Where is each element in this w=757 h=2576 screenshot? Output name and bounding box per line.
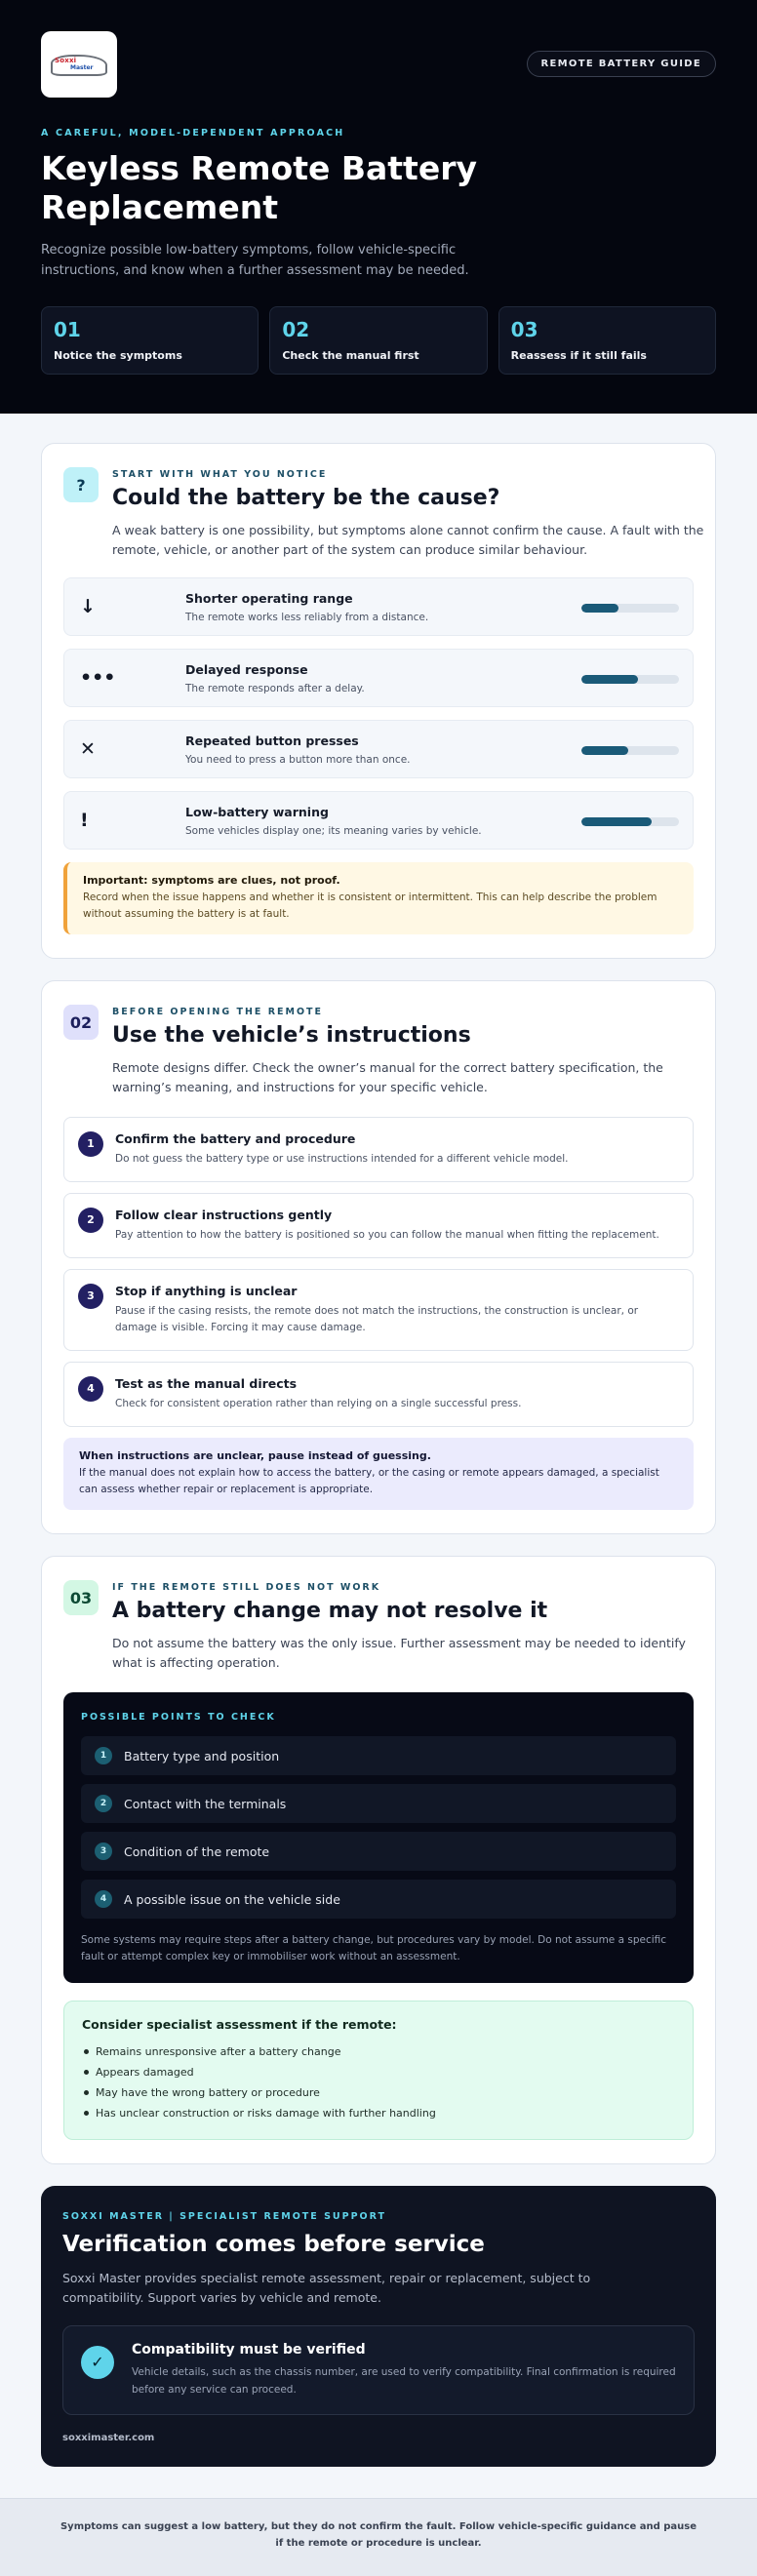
check-number-badge: 3 xyxy=(95,1843,112,1860)
symptom-list xyxy=(63,577,694,850)
symptom-title: Repeated button presses xyxy=(185,733,359,748)
note-text: If the manual does not explain how to access the battery, or the casing or remote appears damaged, a specialist can assess whether repair or replacement is appropriate. xyxy=(79,1467,659,1495)
section-title: Could the battery be the cause? xyxy=(112,486,500,510)
logo-text-bottom: Master xyxy=(70,64,94,71)
check-item xyxy=(81,1832,676,1871)
main-content xyxy=(0,414,757,2467)
guide-pill: REMOTE BATTERY GUIDE xyxy=(527,51,716,77)
specialist-title: Consider specialist assessment if the remote: xyxy=(82,2017,397,2032)
step-text: Pause if the casing resists, the remote does not match the instructions, the construction is unclear, or damage is visible. Forcing it may cause damage. xyxy=(115,1305,639,1333)
hero-subtitle: Recognize possible low-battery symptoms, follow vehicle-specific instructions, and know when a further assessment may be needed. xyxy=(41,243,469,278)
section-eyebrow: IF THE REMOTE STILL DOES NOT WORK xyxy=(112,1582,381,1593)
check-icon: ✓ xyxy=(81,2346,114,2379)
symptom-title: Low-battery warning xyxy=(185,804,329,819)
specialist-list xyxy=(82,2041,675,2123)
symptom-desc: The remote works less reliably from a distance. xyxy=(185,611,429,623)
footer-text: Symptoms can suggest a low battery, but they do not confirm the fault. Follow vehicle-specific guidance and pause if the remote or procedure is unclear. xyxy=(60,2521,697,2549)
instruction-step xyxy=(63,1362,694,1427)
check-item xyxy=(81,1880,676,1919)
section-text: Do not assume the battery was the only issue. Further assessment may be needed to identify what is affecting operation. xyxy=(112,1636,686,1670)
check-eyebrow: POSSIBLE POINTS TO CHECK xyxy=(81,1712,276,1723)
symptom-level-fill xyxy=(581,604,618,613)
step-number-badge: 1 xyxy=(78,1131,103,1157)
check-label: Battery type and position xyxy=(124,1748,280,1764)
instruction-step xyxy=(63,1117,694,1182)
promo-text: Soxxi Master provides specialist remote assessment, repair or replacement, subject to compatibility. Support varies by vehicle and remote. xyxy=(62,2271,591,2305)
promo-card xyxy=(41,2186,716,2467)
symptom-level-fill xyxy=(581,675,638,684)
step-number-badge: 3 xyxy=(78,1284,103,1309)
note-title: When instructions are unclear, pause instead of guessing. xyxy=(79,1449,431,1462)
section-eyebrow: BEFORE OPENING THE REMOTE xyxy=(112,1007,324,1017)
brand-logo[interactable] xyxy=(41,31,117,98)
note-text: Record when the issue happens and whether it is consistent or intermittent. This can help describe the problem without assuming the battery is at fault. xyxy=(83,892,657,920)
hero-step-number: 02 xyxy=(282,318,310,341)
hero-step xyxy=(41,306,259,375)
check-item xyxy=(81,1736,676,1775)
pause-note xyxy=(63,1438,694,1510)
exclamation-icon: ! xyxy=(80,810,89,831)
section-reassess xyxy=(41,1556,716,2164)
cross-icon: ✕ xyxy=(80,738,96,760)
step-number-badge: 4 xyxy=(78,1376,103,1402)
check-number-badge: 4 xyxy=(95,1890,112,1908)
instruction-list xyxy=(63,1117,694,1427)
section-number-badge: 03 xyxy=(63,1580,99,1615)
list-item: Has unclear construction or risks damage with further handling xyxy=(82,2103,675,2123)
check-number-badge: 1 xyxy=(95,1747,112,1764)
arrow-down-icon: ↓ xyxy=(80,596,96,617)
check-item xyxy=(81,1784,676,1823)
hero-step-number: 03 xyxy=(510,318,538,341)
step-title: Follow clear instructions gently xyxy=(115,1208,333,1222)
step-title: Confirm the battery and procedure xyxy=(115,1131,356,1146)
check-footnote: Some systems may require steps after a battery change, but procedures vary by model. Do not assume a specific fault or attempt complex key or immobiliser work without an assessment. xyxy=(81,1934,667,1962)
symptom-level-fill xyxy=(581,746,628,755)
list-item: Appears damaged xyxy=(82,2062,675,2082)
symptom-title: Shorter operating range xyxy=(185,590,353,606)
section-text: Remote designs differ. Check the owner’s manual for the correct battery specification, the warning’s meaning, and instructions for your specific vehicle. xyxy=(112,1060,663,1094)
check-number-badge: 2 xyxy=(95,1795,112,1812)
hero-step-label: Reassess if it still fails xyxy=(510,349,647,362)
list-item: Remains unresponsive after a battery change xyxy=(82,2041,675,2062)
symptom-level-fill xyxy=(581,817,652,826)
verify-box xyxy=(62,2325,695,2415)
section-text: A weak battery is one possibility, but symptoms alone cannot confirm the cause. A fault with the remote, vehicle, or another part of the system can produce similar behaviour. xyxy=(112,523,704,557)
section-title: Use the vehicle’s instructions xyxy=(112,1023,471,1048)
hero-steps xyxy=(41,306,716,375)
ellipsis-icon: ••• xyxy=(80,667,116,689)
verify-text: Vehicle details, such as the chassis number, are used to verify compatibility. Final confirmation is required before any service can proceed. xyxy=(132,2366,676,2396)
symptom-desc: Some vehicles display one; its meaning varies by vehicle. xyxy=(185,824,482,837)
check-label: Condition of the remote xyxy=(124,1843,270,1859)
symptom-level-bar xyxy=(581,746,679,755)
symptom-row xyxy=(63,791,694,850)
section-eyebrow: START WITH WHAT YOU NOTICE xyxy=(112,469,328,480)
symptom-level-bar xyxy=(581,675,679,684)
logo-text-top: Soxxi xyxy=(55,57,77,64)
section-number-badge: 02 xyxy=(63,1005,99,1040)
hero-eyebrow: A CAREFUL, MODEL-DEPENDENT APPROACH xyxy=(41,128,345,139)
promo-eyebrow: SOXXI MASTER | SPECIALIST REMOTE SUPPORT xyxy=(62,2211,386,2222)
step-number-badge: 2 xyxy=(78,1208,103,1233)
check-label: Contact with the terminals xyxy=(124,1796,287,1811)
important-note xyxy=(63,862,694,934)
symptom-title: Delayed response xyxy=(185,661,308,677)
hero-step xyxy=(498,306,716,375)
hero-step xyxy=(269,306,487,375)
note-title: Important: symptoms are clues, not proof. xyxy=(83,874,340,887)
step-text: Pay attention to how the battery is positioned so you can follow the manual when fitting the replacement. xyxy=(115,1229,659,1241)
verify-title: Compatibility must be verified xyxy=(132,2342,366,2358)
step-title: Test as the manual directs xyxy=(115,1376,298,1391)
section-instructions xyxy=(41,980,716,1534)
symptom-desc: You need to press a button more than once. xyxy=(185,753,411,766)
specialist-note xyxy=(63,2001,694,2140)
page-footer xyxy=(0,2498,757,2576)
hero-step-label: Notice the symptoms xyxy=(54,349,182,362)
step-title: Stop if anything is unclear xyxy=(115,1284,298,1298)
hero-step-number: 01 xyxy=(54,318,81,341)
symptom-level-bar xyxy=(581,817,679,826)
page-title: Keyless Remote Battery Replacement xyxy=(41,149,477,226)
instruction-step xyxy=(63,1193,694,1258)
list-item: May have the wrong battery or procedure xyxy=(82,2082,675,2103)
promo-title: Verification comes before service xyxy=(62,2232,485,2257)
step-text: Check for consistent operation rather than relying on a single successful press. xyxy=(115,1398,522,1409)
hero-header xyxy=(0,0,757,414)
check-list xyxy=(81,1736,676,1919)
hero-step-label: Check the manual first xyxy=(282,349,419,362)
check-panel xyxy=(63,1692,694,1983)
section-title: A battery change may not resolve it xyxy=(112,1599,548,1623)
symptom-row xyxy=(63,577,694,636)
symptom-level-bar xyxy=(581,604,679,613)
question-badge-icon: ? xyxy=(63,467,99,502)
car-logo-icon xyxy=(49,47,109,82)
symptom-row xyxy=(63,720,694,778)
website-link[interactable]: soxximaster.com xyxy=(62,2433,155,2443)
section-symptoms xyxy=(41,443,716,959)
check-label: A possible issue on the vehicle side xyxy=(124,1891,340,1907)
step-text: Do not guess the battery type or use instructions intended for a different vehicle model. xyxy=(115,1153,569,1165)
instruction-step xyxy=(63,1269,694,1351)
symptom-desc: The remote responds after a delay. xyxy=(185,682,365,694)
symptom-row xyxy=(63,649,694,707)
